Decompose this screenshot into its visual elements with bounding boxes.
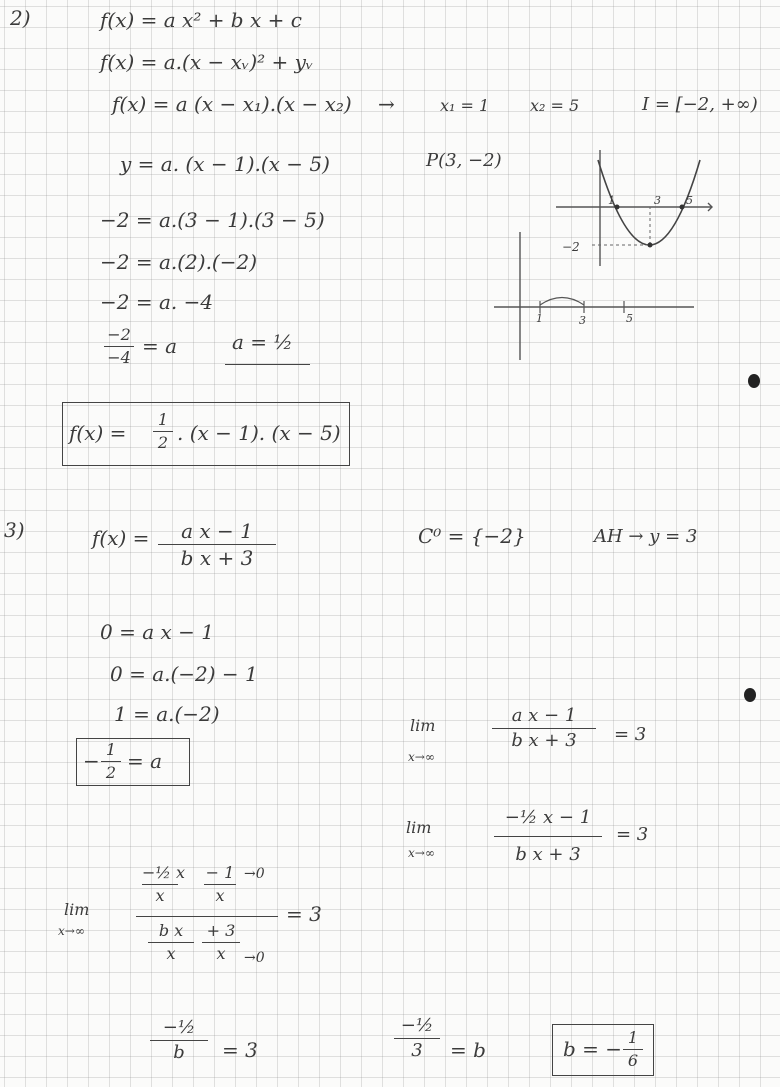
limit-2-word: lim — [406, 818, 432, 837]
boxed-b-fraction: 1 6 — [623, 1029, 643, 1069]
limit-3-rhs: = 3 — [286, 902, 322, 926]
factored-form-equation: f(x) = a (x − x₁).(x − x₂) — [112, 92, 352, 116]
step-multiply: −2 = a. −4 — [100, 290, 214, 314]
limit-2-subscript: x→∞ — [408, 846, 435, 860]
step-divide-fraction: −2 −4 — [104, 326, 134, 366]
graph-label-1: 1 — [608, 194, 615, 207]
given-point: P(3, −2) — [426, 150, 502, 171]
limit-1-fraction: a x − 1 b x + 3 — [492, 706, 596, 751]
boxed-function-coefficient: 1 2 — [153, 411, 173, 451]
limit-3-term-d: + 3 x — [202, 922, 240, 962]
numberline-arc — [540, 298, 584, 306]
numberline-label-3: 3 — [579, 314, 586, 327]
boxed-a-value — [76, 738, 190, 786]
zero-set: C⁰ = {−2} — [418, 524, 526, 548]
implies-arrow: → — [378, 92, 395, 116]
root-point-5 — [680, 205, 685, 210]
problem-3-number: 3) — [4, 518, 25, 542]
boxed-a-fraction: 1 2 — [101, 741, 121, 781]
general-form-equation: f(x) = a x² + b x + c — [100, 8, 302, 32]
step-substitute-point: −2 = a.(3 − 1).(3 − 5) — [100, 208, 325, 232]
problem-2-number: 2) — [10, 6, 31, 30]
limit-3-word: lim — [64, 900, 90, 919]
limit-3-numerator-arrow: →0 — [244, 866, 265, 882]
limit-3-term-c: b x x — [148, 922, 194, 962]
step-divide-rhs: = a — [142, 334, 178, 358]
boxed-function-factors: . (x − 1). (x − 5) — [177, 421, 341, 445]
limit-2-rhs: = 3 — [616, 824, 649, 845]
binder-hole-top — [748, 374, 760, 388]
zero-equation-3: 1 = a.(−2) — [114, 702, 220, 726]
vertex-form-equation: f(x) = a.(x − xᵥ)² + yᵥ — [100, 50, 314, 74]
horizontal-asymptote: AH → y = 3 — [594, 526, 698, 547]
final-step-2-fraction: −½ 3 — [394, 1016, 440, 1061]
limit-2-fraction: −½ x − 1 b x + 3 — [494, 808, 602, 865]
final-step-1-rhs: = 3 — [222, 1038, 258, 1062]
limit-1-subscript: x→∞ — [408, 750, 435, 764]
substituted-roots-equation: y = a. (x − 1).(x − 5) — [120, 152, 330, 176]
graph-label-5: 5 — [686, 194, 693, 207]
numberline-label-5: 5 — [626, 312, 633, 325]
numberline-label-1: 1 — [536, 312, 543, 325]
vertex-point — [648, 243, 653, 248]
boxed-b-lhs: b = − — [563, 1037, 623, 1061]
a-result: a = ½ — [232, 330, 293, 354]
zero-equation-1: 0 = a x − 1 — [100, 620, 214, 644]
limit-3-subscript: x→∞ — [58, 924, 85, 938]
boxed-function-lhs: f(x) = — [69, 421, 127, 445]
binder-hole-bottom — [744, 688, 756, 702]
boxed-a-sign: − — [83, 749, 100, 773]
limit-3-term-a: −½ x x — [142, 863, 186, 905]
limit-1-rhs: = 3 — [614, 724, 647, 745]
image-interval: I = [−2, +∞) — [642, 94, 758, 115]
function-lhs: f(x) = — [92, 526, 150, 550]
zero-equation-2: 0 = a.(−2) − 1 — [110, 662, 258, 686]
root-x1: x₁ = 1 — [440, 96, 490, 115]
final-step-1-fraction: −½ b — [150, 1018, 208, 1063]
boxed-a-rhs: = a — [127, 749, 163, 773]
final-step-2-rhs: = b — [450, 1038, 486, 1062]
limit-3-term-b: − 1 x — [205, 863, 235, 905]
root-point-1 — [615, 205, 620, 210]
step-evaluate: −2 = a.(2).(−2) — [100, 250, 258, 274]
function-fraction: a x − 1 b x + 3 — [158, 520, 276, 569]
boxed-b-value — [552, 1024, 654, 1076]
limit-3-main-bar — [136, 916, 278, 917]
limit-3-denominator-arrow: →0 — [244, 950, 265, 966]
limit-1-word: lim — [410, 716, 436, 735]
root-x2: x₂ = 5 — [530, 96, 580, 115]
graph-label-3: 3 — [654, 194, 661, 207]
graph-label-min: −2 — [562, 240, 580, 254]
